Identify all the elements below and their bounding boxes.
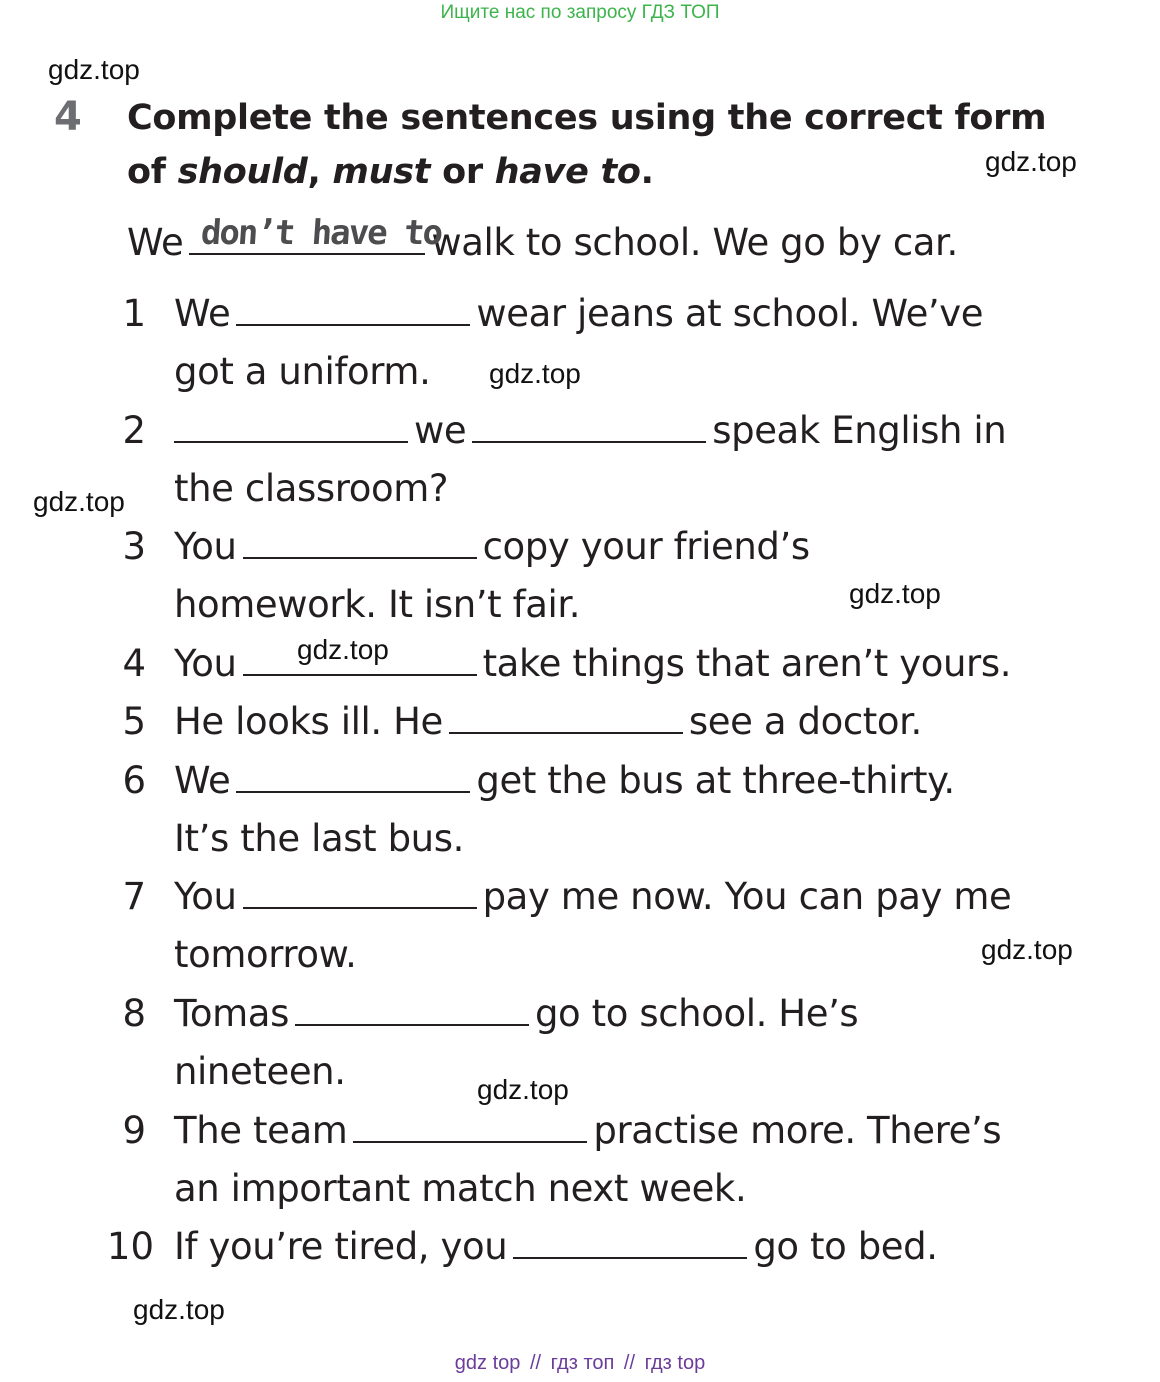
item-3-line2: homework. It isn’t fair. [174, 583, 581, 626]
item-8-line1: Tomas go to school. He’s [174, 992, 859, 1035]
answer-blank[interactable] [513, 1255, 747, 1259]
modal-have-to: have to [494, 152, 641, 192]
exercise-title-line1: Complete the sentences using the correct form [127, 98, 1047, 138]
item-6-line2: It’s the last bus. [174, 817, 464, 860]
answer-blank[interactable] [243, 555, 477, 559]
watermark: gdz.top [489, 358, 581, 389]
modal-should: should [177, 152, 308, 192]
answer-blank[interactable] [243, 905, 477, 909]
answer-blank[interactable] [243, 672, 477, 676]
exercise-title-line2: of should, must or have to. [127, 152, 654, 192]
item-number: 1 [122, 292, 146, 335]
answer-blank[interactable] [295, 1022, 529, 1026]
item-6-line1: We get the bus at three-thirty. [174, 759, 955, 802]
item-9-line1: The team practise more. There’s [174, 1109, 1002, 1152]
footer-link[interactable]: gdz top [454, 1352, 521, 1374]
example-answer: don’t have to [199, 213, 443, 253]
example-sentence: We don’t have to walk to school. We go by car. [127, 213, 958, 264]
item-2-line2: the classroom? [174, 467, 449, 510]
item-7-line1: You pay me now. You can pay me [174, 875, 1012, 918]
answer-blank[interactable] [236, 789, 470, 793]
watermark: gdz.top [849, 578, 941, 609]
answer-blank[interactable] [236, 322, 470, 326]
item-number: 5 [122, 700, 146, 743]
watermark: gdz.top [297, 634, 389, 665]
item-number: 7 [122, 875, 146, 918]
item-4-line1: You take things that aren’t yours. [174, 642, 1012, 685]
footer-link[interactable]: гдз top [644, 1352, 706, 1374]
watermark: gdz.top [48, 54, 140, 85]
watermark: gdz.top [133, 1294, 225, 1325]
item-number: 4 [122, 642, 146, 685]
item-9-line2: an important match next week. [174, 1167, 747, 1210]
example-answer-blank [189, 213, 443, 255]
footer-links: gdz top // гдз топ // гдз top [454, 1352, 706, 1374]
watermark: gdz.top [33, 486, 125, 517]
watermark: gdz.top [981, 934, 1073, 965]
search-banner: Ищите нас по запросу ГДЗ ТОП [440, 2, 720, 23]
item-number: 8 [122, 992, 146, 1035]
item-number: 6 [122, 759, 146, 802]
watermark: gdz.top [477, 1074, 569, 1105]
item-1-line1: We wear jeans at school. We’ve [174, 292, 984, 335]
item-number: 9 [122, 1109, 146, 1152]
item-1-line2: got a uniform. [174, 350, 431, 393]
watermark: gdz.top [985, 146, 1077, 177]
footer-link[interactable]: гдз топ [550, 1352, 615, 1374]
item-number: 2 [122, 409, 146, 452]
answer-blank[interactable] [353, 1139, 587, 1143]
item-number: 10 [106, 1225, 154, 1268]
exercise-number: 4 [54, 94, 82, 140]
item-2-line1: we speak English in [168, 409, 1006, 452]
item-8-line2: nineteen. [174, 1050, 346, 1093]
item-3-line1: You copy your friend’s [174, 525, 810, 568]
item-10-line1: If you’re tired, you go to bed. [174, 1225, 938, 1268]
item-5-line1: He looks ill. He see a doctor. [174, 700, 922, 743]
answer-blank[interactable] [449, 730, 683, 734]
item-7-line2: tomorrow. [174, 933, 357, 976]
modal-must: must [332, 152, 431, 192]
answer-blank[interactable] [174, 439, 408, 443]
item-number: 3 [122, 525, 146, 568]
answer-blank[interactable] [472, 439, 706, 443]
